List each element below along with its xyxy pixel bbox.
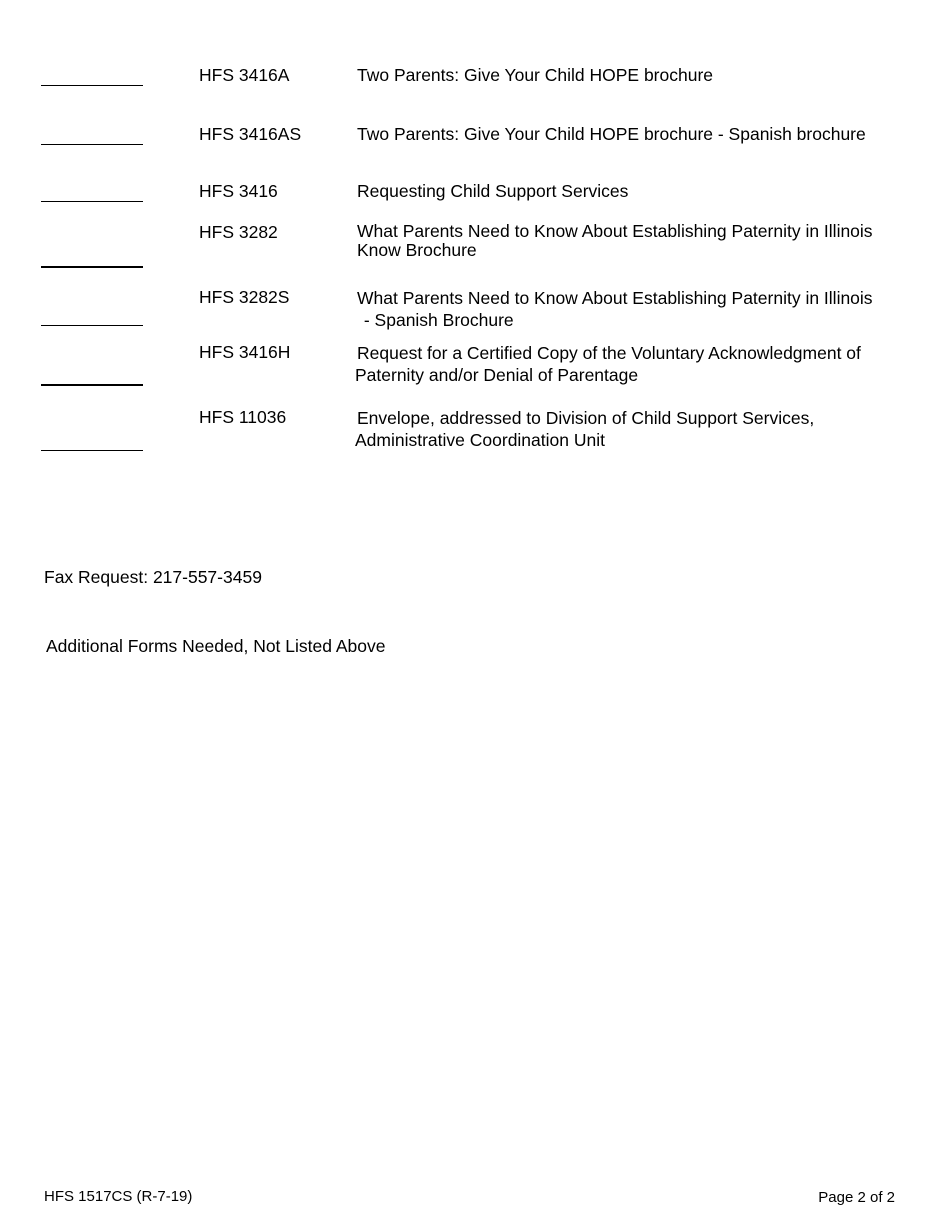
- form-description-line: Envelope, addressed to Division of Child Support Services,: [357, 408, 815, 428]
- quantity-blank-line[interactable]: [41, 325, 143, 326]
- fax-request: Fax Request: 217-557-3459: [44, 567, 262, 587]
- form-code: HFS 3282S: [199, 287, 290, 307]
- form-description-line: Administrative Coordination Unit: [355, 430, 605, 450]
- footer-page-number: Page 2 of 2: [818, 1189, 895, 1206]
- form-description: [357, 407, 937, 451]
- quantity-blank-line[interactable]: [41, 144, 143, 145]
- form-description-line: Requesting Child Support Services: [357, 181, 629, 201]
- form-description-line: - Spanish Brochure: [359, 310, 514, 330]
- form-code: HFS 3416AS: [199, 124, 302, 144]
- form-code: HFS 3282: [199, 222, 278, 242]
- form-description-line: Paternity and/or Denial of Parentage: [355, 365, 639, 385]
- form-description-line: Know Brochure: [357, 240, 477, 260]
- form-description-line: Request for a Certified Copy of the Voluntary Acknowledgment of: [357, 343, 861, 363]
- footer-form-id: HFS 1517CS (R-7-19): [44, 1188, 193, 1205]
- form-description-line: Two Parents: Give Your Child HOPE brochure - Spanish brochure: [357, 124, 866, 144]
- form-code: HFS 3416A: [199, 65, 290, 85]
- quantity-blank-line[interactable]: [41, 85, 143, 86]
- form-description: [357, 287, 937, 331]
- quantity-blank-line[interactable]: [41, 384, 143, 386]
- form-description: [357, 181, 937, 201]
- form-description-line: Two Parents: Give Your Child HOPE brochure: [357, 65, 714, 85]
- form-code: HFS 3416: [199, 181, 278, 201]
- form-description: [357, 342, 937, 386]
- form-description-line: What Parents Need to Know About Establishing Paternity in Illinois: [357, 288, 873, 308]
- form-description: [357, 124, 937, 144]
- form-code: HFS 3416H: [199, 342, 291, 362]
- form-code: HFS 11036: [199, 407, 287, 427]
- additional-forms-label: Additional Forms Needed, Not Listed Above: [46, 636, 386, 656]
- quantity-blank-line[interactable]: [41, 450, 143, 451]
- quantity-blank-line[interactable]: [41, 266, 143, 268]
- form-description-line: What Parents Need to Know About Establishing Paternity in Illinois: [357, 221, 873, 241]
- quantity-blank-line[interactable]: [41, 201, 143, 202]
- form-description: [357, 65, 937, 85]
- form-description: [357, 222, 937, 260]
